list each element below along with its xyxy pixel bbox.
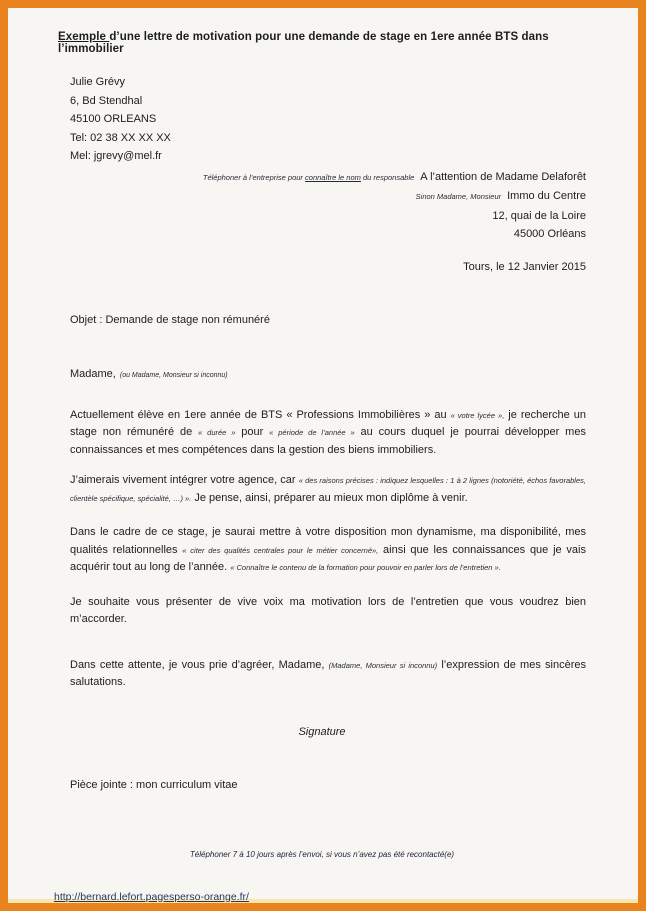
note-prefix: Téléphoner à l’entreprise pour bbox=[202, 172, 306, 182]
title-rest: d’une lettre de motivation pour une demande de stage en 1ere année BTS dans l’immobilier bbox=[58, 31, 549, 55]
text-run: Dans le cadre de ce stage, je saurai mettre à votre disposition mon dynamisme, ma disponibilité, mes qualités relationnelles bbox=[70, 526, 586, 556]
paragraph-interview bbox=[70, 594, 586, 629]
paragraph-agency bbox=[70, 472, 586, 507]
recipient-address: 12, quai de la Loire bbox=[492, 209, 586, 222]
text-run: J’aimerais vivement intégrer votre agence, car bbox=[70, 474, 299, 486]
text-run: ainsi que les connaissances que je vais acquérir tout au long de l’année. bbox=[70, 543, 586, 573]
recipient-attention-line bbox=[58, 168, 586, 188]
text-run: Actuellement élève en 1ere année de BTS « Professions Immobilières » au bbox=[70, 408, 451, 421]
note-suffix: du responsable bbox=[360, 172, 415, 182]
letter-content bbox=[8, 8, 638, 903]
recipient-salutation-note: Sinon Madame, Monsieur bbox=[415, 192, 502, 201]
recipient-city: 45000 Orléans bbox=[513, 228, 586, 240]
title-underlined-word: Exemple bbox=[58, 31, 110, 43]
note-underlined: connaître le nom bbox=[305, 172, 361, 182]
text-run: pour bbox=[235, 426, 270, 438]
dateline: Tours, le 12 Janvier 2015 bbox=[463, 260, 586, 273]
salutation-note: (ou Madame, Monsieur si inconnu) bbox=[119, 371, 228, 379]
text-run: « citer des qualités centrales pour le métier concerné», bbox=[182, 545, 379, 555]
sender-email: Mel: jgrevy@mel.fr bbox=[70, 150, 162, 162]
salutation bbox=[70, 368, 586, 380]
footer-link[interactable]: http://bernard.lefort.pagesperso-orange.fr/ bbox=[54, 890, 249, 903]
recipient-company: Immo du Centre bbox=[507, 190, 586, 202]
text-run: l’expression de mes sincères salutations. bbox=[70, 658, 586, 688]
sender-address-line2: 45100 ORLEANS bbox=[70, 113, 157, 125]
recipient-block bbox=[58, 168, 586, 244]
paragraph-closing bbox=[70, 657, 586, 692]
text-run: Dans cette attente, je vous prie d’agréer, Madame, bbox=[70, 658, 329, 671]
text-run: Je pense, ainsi, préparer au mieux mon diplôme à venir. bbox=[191, 491, 468, 504]
sender-name: Julie Grévy bbox=[70, 76, 126, 88]
recipient-company-line bbox=[58, 187, 586, 207]
text-run: Je souhaite vous présenter de vive voix ma motivation lors de l’entretien que vous voudrez bien m’accorder. bbox=[70, 595, 586, 625]
paragraph-qualities bbox=[70, 524, 586, 577]
signature-placeholder: Signature bbox=[298, 725, 346, 738]
recipient-phone-note bbox=[203, 173, 414, 182]
sender-block bbox=[70, 73, 586, 166]
page-title bbox=[58, 31, 586, 55]
text-run: « des raisons précises : indiquez lesquelles : 1 à 2 lignes (notoriété, échos favorables, clientèle spécifique, spécialité, …) ». bbox=[70, 476, 586, 503]
text-run: je recherche un stage non rémunéré de bbox=[70, 408, 586, 438]
sender-phone: Tel: 02 38 XX XX XX bbox=[70, 131, 171, 144]
sender-address-line1: 6, Bd Stendhal bbox=[70, 94, 143, 107]
recipient-attention: A l’attention de Madame Delaforêt bbox=[420, 170, 586, 183]
subject-line: Objet : Demande de stage non rémunéré bbox=[70, 313, 270, 326]
footer-advice-note: Téléphoner 7 à 10 jours après l’envoi, si vous n’avez pas été recontacté(e) bbox=[189, 849, 455, 859]
text-run: « votre lycée », bbox=[450, 410, 505, 420]
text-run: (Madame, Monsieur si inconnu) bbox=[328, 660, 438, 670]
attachment-line: Pièce jointe : mon curriculum vitae bbox=[70, 778, 238, 791]
salutation-text: Madame, bbox=[70, 367, 116, 380]
text-run: « période de l’année » bbox=[269, 428, 355, 437]
text-run: « durée » bbox=[198, 428, 236, 437]
text-run: « Connaître le contenu de la formation pour pouvoir en parler lors de l’entretien ». bbox=[230, 563, 501, 572]
paragraph-intro bbox=[70, 407, 586, 460]
text-run: au cours duquel je pourrai développer mes connaissances et mes compétences dans la gestion des biens immobiliers. bbox=[70, 426, 586, 456]
